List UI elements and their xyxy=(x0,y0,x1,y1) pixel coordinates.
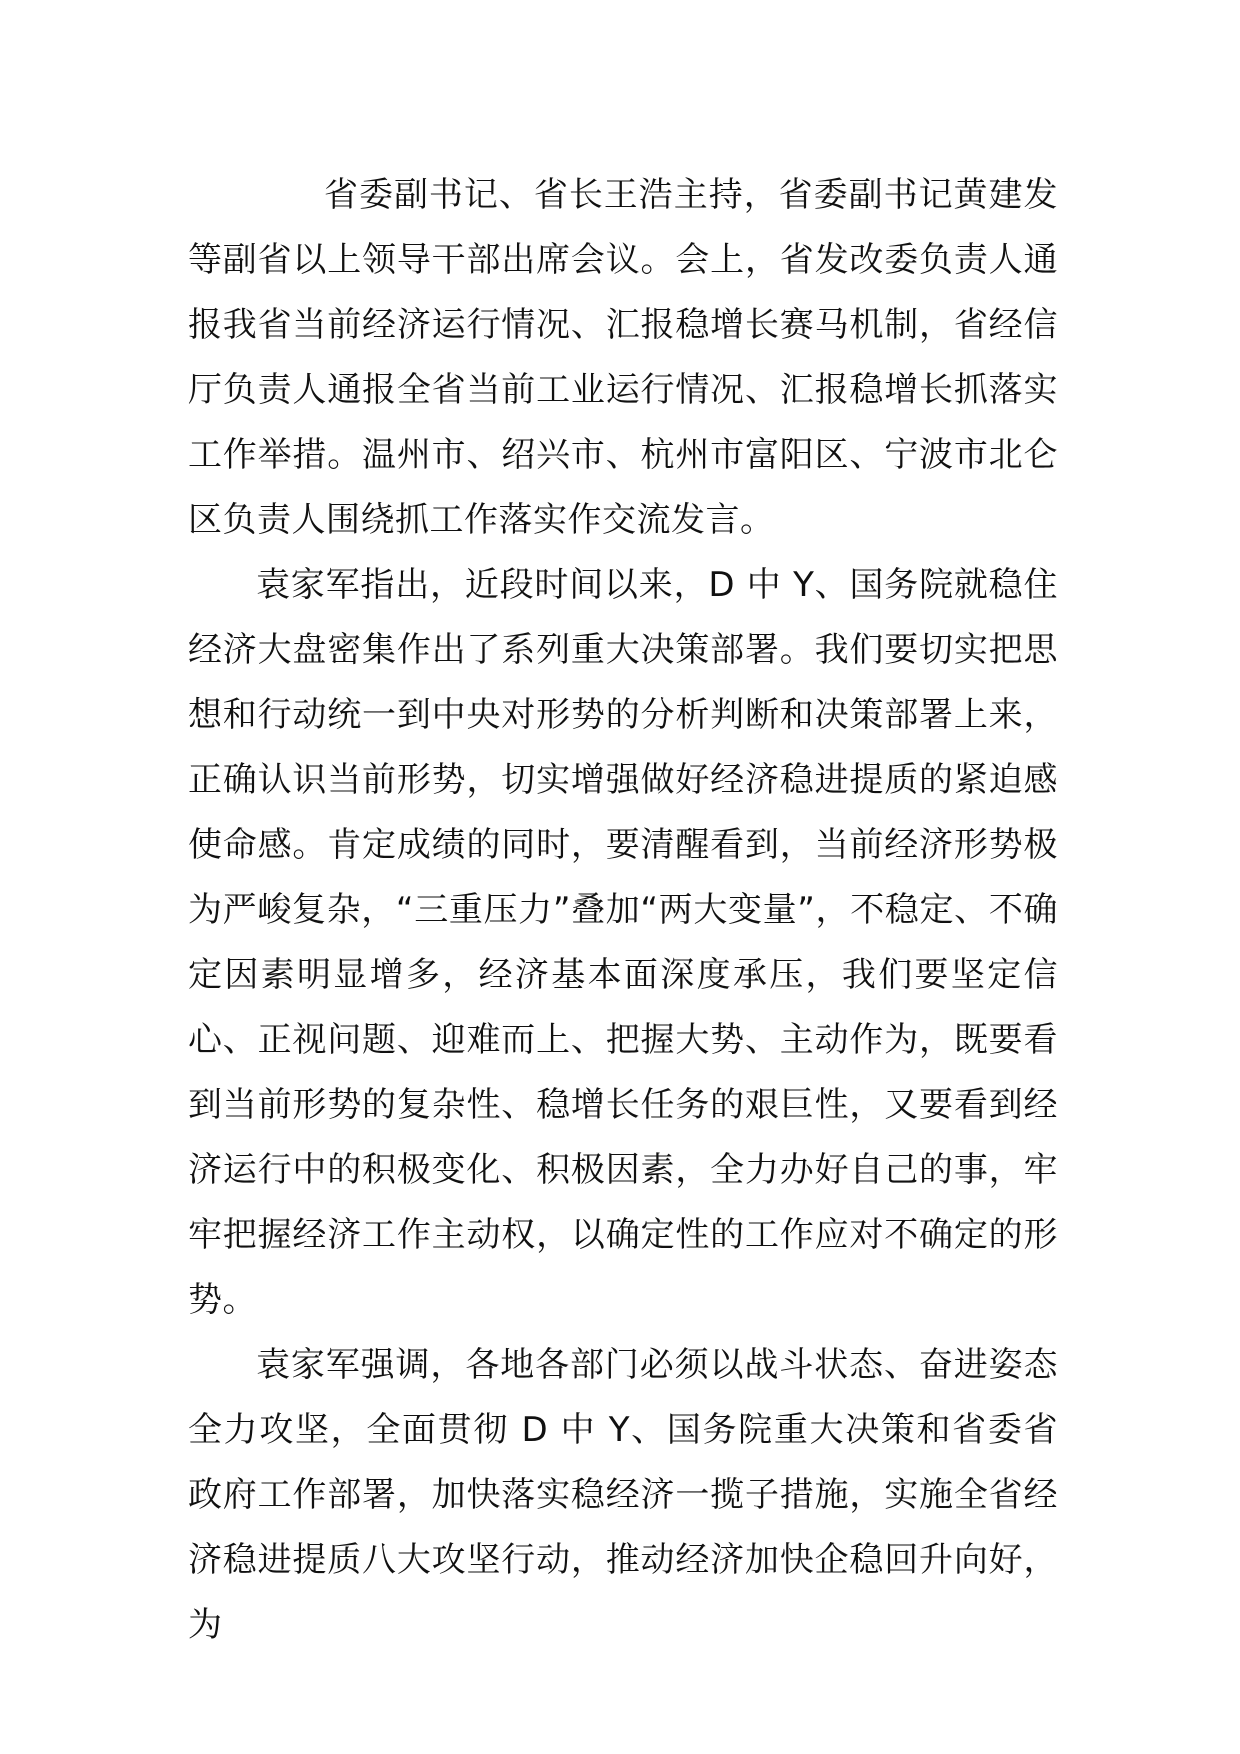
paragraph-meeting-attendance: 省委副书记、省长王浩主持，省委副书记黄建发等副省以上领导干部出席会议。会上，省发改委负责人通报我省当前经济运行情况、汇报稳增长赛马机制，省经信厅负责人通报全省当前工业运行情况、汇报稳增长抓落实工作举措。温州市、绍兴市、杭州市富阳区、宁波市北仑区负责人围绕抓工作落实作交流发言。 xyxy=(188,175,1058,540)
paragraph-work-requirements: 袁家军强调，各地各部门必须以战斗状态、奋进姿态全力攻坚，全面贯彻 D 中 Y、国务院重大决策和省委省政府工作部署，加快落实稳经济一揽子措施，实施全省经济稳进提质八大攻坚行动，推动经济加快企稳回升向好，为 xyxy=(188,1345,1058,1645)
paragraph-situation-analysis: 袁家军指出，近段时间以来，D 中 Y、国务院就稳住经济大盘密集作出了系列重大决策部署。我们要切实把思想和行动统一到中央对形势的分析判断和决策部署上来，正确认识当前形势，切实增强做好经济稳进提质的紧迫感使命感。肯定成绩的同时，要清醒看到，当前经济形势极为严峻复杂，“三重压力”叠加“两大变量”，不稳定、不确定因素明显增多，经济基本面深度承压，我们要坚定信心、正视问题、迎难而上、把握大势、主动作为，既要看到当前形势的复杂性、稳增长任务的艰巨性，又要看到经济运行中的积极变化、积极因素，全力办好自己的事，牢牢把握经济工作主动权，以确定性的工作应对不确定的形势。 xyxy=(188,565,1058,1320)
document-body xyxy=(188,163,1058,1658)
